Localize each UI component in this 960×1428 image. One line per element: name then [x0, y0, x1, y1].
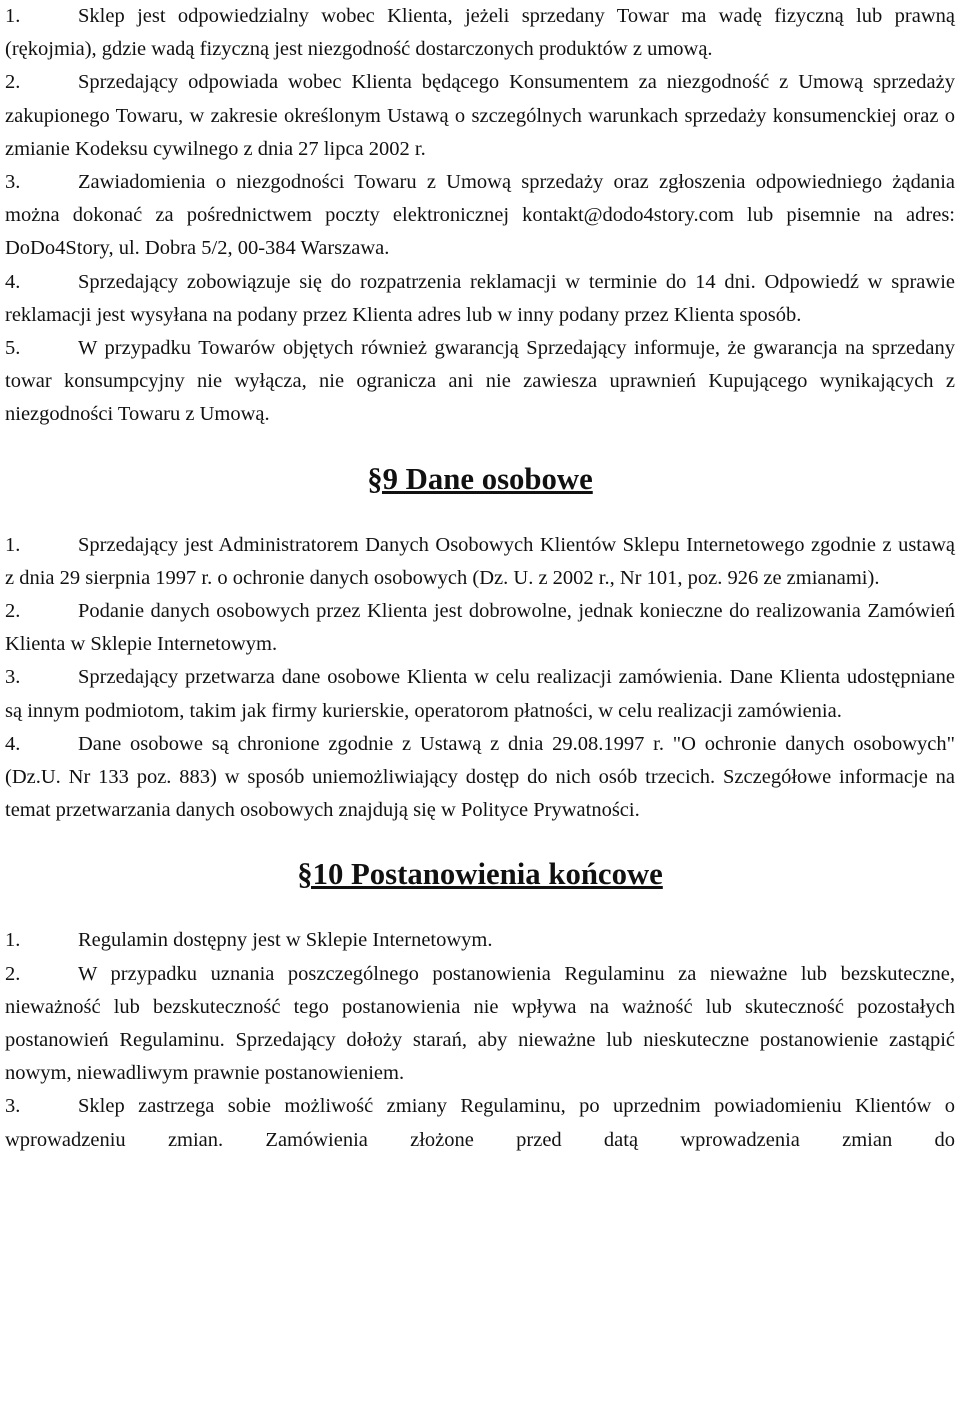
item-text: Podanie danych osobowych przez Klienta jest dobrowolne, jednak konieczne do realizowania Zamówień Klienta w Sklepie Internetowym. [5, 600, 955, 656]
item-text: Sprzedający odpowiada wobec Klienta będącego Konsumentem za niezgodność z Umową sprzedaży zakupionego Towaru, w zakresie określonym Ustawą o szczególnych warunkach sprzedaży konsumenckiej oraz o zmianie Kodeksu cywilnego z dnia 27 lipca 2002 r. [5, 71, 955, 160]
list-item [5, 66, 955, 166]
item-text: W przypadku Towarów objętych również gwarancją Sprzedający informuje, że gwarancja na sprzedany towar konsumpcyjny nie wyłącza, nie ogranicza ani nie zawiesza uprawnień Kupującego wynikających z niezgodności Towaru z Umową. [5, 337, 955, 426]
item-text: Sklep jest odpowiedzialny wobec Klienta, jeżeli sprzedany Towar ma wadę fizyczną lub prawną (rękojmia), gdzie wadą fizyczną jest niezgodność dostarczonych produktów z umową. [5, 5, 955, 61]
item-number: 3. [5, 171, 21, 194]
item-text: Sklep zastrzega sobie możliwość zmiany Regulaminu, po uprzednim powiadomieniu Klientów o wprowadzeniu zmian. Zamówienia złożone przed datą wprowadzenia zmian do [5, 1095, 955, 1151]
item-text: Sprzedający przetwarza dane osobowe Klienta w celu realizacji zamówienia. Dane Klienta udostępniane są innym podmiotom, takim jak firmy kurierskie, operatorom płatności, w celu realizacji zamówienia. [5, 666, 955, 722]
item-number: 2. [5, 962, 21, 985]
section-8-list [5, 0, 955, 432]
list-item [5, 595, 955, 661]
item-text: Dane osobowe są chronione zgodnie z Ustawą z dnia 29.08.1997 r. "O ochronie danych osobowych" (Dz.U. Nr 133 poz. 883) w sposób uniemożliwiający dostęp do nich osób trzecich. Szczegółowe informacje na temat przetwarzania danych osobowych znajdują się w Polityce Prywatności. [5, 732, 955, 822]
item-number: 1. [5, 5, 21, 27]
item-number: 3. [5, 1095, 21, 1118]
item-number: 1. [5, 533, 21, 556]
list-item [5, 0, 955, 66]
item-text: W przypadku uznania poszczególnego postanowienia Regulaminu za nieważne lub bezskuteczne, nieważność lub bezskuteczność tego postanowienia nie wpływa na ważność lub skuteczność pozostałych postanowień Regulaminu. Sprzedający dołoży starań, aby nieważne lub nieskuteczne postanowienie zastąpić nowym, niewadliwym prawnie postanowieniem. [5, 962, 955, 1085]
list-item [5, 266, 955, 332]
list-item [5, 924, 955, 957]
list-item [5, 166, 955, 266]
list-item [5, 958, 955, 1091]
item-number: 2. [5, 71, 21, 94]
section-10-heading: §10 Postanowienia końcowe [297, 857, 663, 892]
section-10-list [5, 924, 955, 1156]
spacer [5, 827, 955, 858]
item-text: Regulamin dostępny jest w Sklepie Internetowym. [78, 929, 493, 952]
item-text: Sprzedający zobowiązuje się do rozpatrzenia reklamacji w terminie do 14 dni. Odpowiedź w sprawie reklamacji jest wysyłana na podany przez Klienta adres lub w inny podany przez Klienta sposób. [5, 270, 955, 326]
list-item [5, 529, 955, 595]
list-item [5, 661, 955, 727]
item-text: Zawiadomienia o niezgodności Towaru z Umową sprzedaży oraz zgłoszenia odpowiedniego żądania można dokonać za pośrednictwem poczty elektronicznej kontakt@dodo4story.com lub pisemnie na adres: DoDo4Story, ul. Dobra 5/2, 00-384 Warszawa. [5, 171, 955, 260]
item-text: Sprzedający jest Administratorem Danych Osobowych Klientów Sklepu Internetowego zgodnie z ustawą z dnia 29 sierpnia 1997 r. o ochronie danych osobowych (Dz. U. z 2002 r., Nr 101, poz. 926 ze zmianami). [5, 533, 955, 589]
list-item [5, 1090, 955, 1156]
spacer [5, 432, 955, 463]
item-number: 3. [5, 666, 21, 689]
section-9-heading: §9 Dane osobowe [367, 461, 593, 496]
item-number: 4. [5, 270, 21, 293]
list-item [5, 332, 955, 432]
item-number: 2. [5, 600, 21, 623]
item-number: 4. [5, 732, 21, 755]
item-number: 5. [5, 337, 21, 360]
spacer [5, 891, 955, 924]
item-number: 1. [5, 929, 21, 952]
document-page [5, 0, 955, 1157]
spacer [5, 496, 955, 529]
section-9-list [5, 529, 955, 828]
list-item [5, 728, 955, 828]
